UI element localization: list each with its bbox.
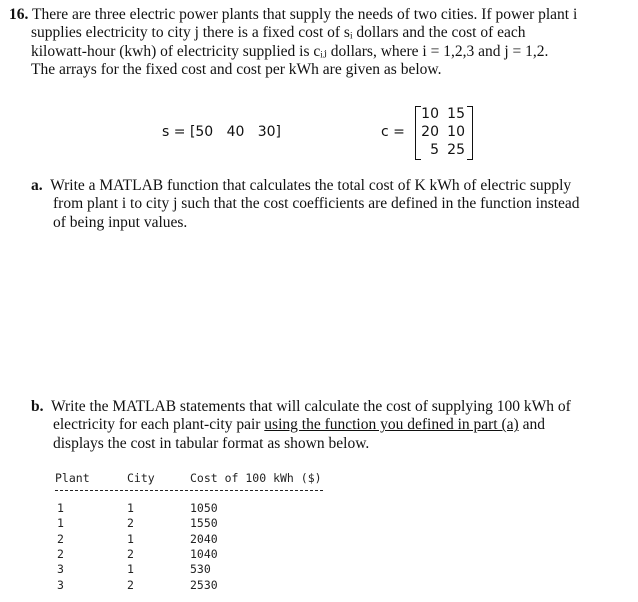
table-header-cost: Cost of 100 kWh ($) — [190, 471, 322, 485]
part-a-text-1: Write a MATLAB function that calculates the total cost of K kWh of electric supply — [50, 177, 572, 194]
problem-line-3: kilowatt-hour (kwh) of electricity supplied is cᵢⱼ dollars, where i = 1,2,3 and j = 1,2. — [31, 42, 549, 60]
table-cell-cost: 1040 — [190, 546, 218, 561]
table-header-plant: Plant — [55, 471, 90, 485]
table-cell-city: 1 — [127, 531, 134, 546]
table-cell-cost: 2040 — [190, 531, 218, 546]
matrix-cell: 15 — [447, 106, 465, 122]
s-values: [50 40 30] — [189, 124, 282, 140]
table-cell-city: 2 — [127, 546, 134, 561]
table-cell-plant: 3 — [57, 577, 64, 592]
matrix-cell: 10 — [421, 106, 439, 122]
table-cell-city: 1 — [127, 562, 134, 577]
table-cell-city: 1 — [127, 501, 134, 515]
part-a — [31, 177, 631, 232]
matrix-row — [419, 142, 469, 160]
matrix-cell: 5 — [430, 142, 439, 158]
problem-text-1: There are three electric power plants that supply the needs of two cities. If power plant i — [31, 6, 578, 23]
problem-line-2: supplies electricity to city j there is a fixed cost of sᵢ dollars and the cost of each — [31, 24, 526, 42]
part-b-line-1 — [31, 398, 631, 416]
part-a-line-2: from plant i to city j such that the cost coefficients are defined in the function instead — [53, 195, 580, 213]
c-label: c = — [381, 124, 405, 140]
matrix-cell: 20 — [421, 124, 439, 140]
table-cell-cost: 2530 — [190, 577, 218, 592]
part-b-text-1: Write the MATLAB statements that will calculate the cost of supplying 100 kWh of — [50, 398, 571, 415]
s-array — [162, 124, 281, 140]
problem-statement — [9, 6, 629, 79]
part-b-line-2 — [31, 416, 631, 434]
part-a-line-3: of being input values. — [53, 213, 188, 231]
part-b-line-3: displays the cost in tabular format as shown below. — [53, 434, 370, 452]
problem-line-4: The arrays for the fixed cost and cost per kWh are given as below. — [31, 60, 442, 78]
part-b-underlined-text: using the function you defined in part (a) — [264, 416, 519, 434]
part-b-label: b. — [31, 398, 44, 415]
part-a-label: a. — [31, 177, 43, 194]
table-cell-cost: 530 — [190, 562, 211, 577]
table-cell-plant: 1 — [57, 516, 64, 531]
table-cell-city: 2 — [127, 516, 134, 531]
matrix-row — [419, 124, 469, 142]
c-matrix — [415, 104, 473, 160]
matrix-cell: 25 — [447, 142, 465, 158]
table-cell-city: 2 — [127, 577, 134, 592]
table-cell-plant: 1 — [57, 501, 64, 515]
matrix-row — [419, 106, 469, 124]
table-separator — [55, 490, 323, 491]
problem-number: 16. — [9, 6, 29, 23]
table-cell-plant: 2 — [57, 546, 64, 561]
table-cell-plant: 3 — [57, 562, 64, 577]
matrix-right-bracket — [467, 106, 473, 160]
problem-line-1 — [9, 6, 629, 24]
part-b-text-2b: and — [518, 416, 545, 434]
table-cell-cost: 1050 — [190, 501, 218, 515]
table-header-city: City — [127, 471, 155, 485]
part-b — [31, 398, 631, 453]
table-cell-plant: 2 — [57, 531, 64, 546]
matrix-cell: 10 — [447, 124, 465, 140]
table-cell-cost: 1550 — [190, 516, 218, 531]
s-label: s = — [162, 124, 186, 140]
part-a-line-1 — [31, 177, 631, 195]
part-b-text-2a: electricity for each plant-city pair — [53, 416, 265, 434]
